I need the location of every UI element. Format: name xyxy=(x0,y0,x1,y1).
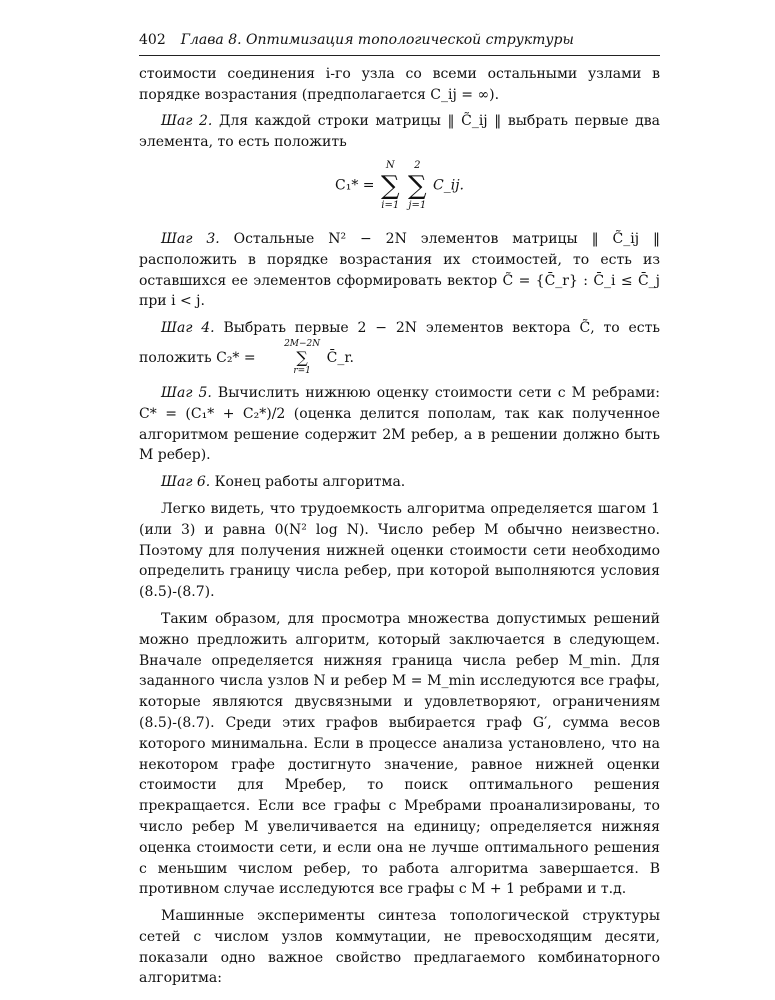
step-4 xyxy=(139,318,660,377)
paragraph-continuation: стоимости соединения i-го узла со всеми остальными узлами в порядке возрастания (предполагается C_ij = ∞). xyxy=(139,65,660,103)
step-4-text-b: C̄_r. xyxy=(326,349,354,366)
step-6 xyxy=(139,472,660,493)
step-4-sum xyxy=(262,339,320,377)
step-2-text: Для каждой строки матрицы ‖ C̃_ij ‖ выбрать первые два элемента, то есть положить xyxy=(139,113,661,151)
formula-c1-sum-j xyxy=(408,159,427,213)
sigma-icon: ∑ xyxy=(296,347,308,367)
paragraph-algorithm: Таким образом, для просмотра множества допустимых решений можно предложить алгоритм, который заключается в следующем. Вначале определяется нижняя граница числа ребер M_min. Для заданного числа узлов N и ребер M = M_min исследуются все графы, которые являются двусвязными и удовлетворяют, ограничениям (8.5)-(8.7). Среди этих графов выбирается граф G′, сумма весов которого минимальна. Если в процессе анализа установлено, что на некотором графе достигнуто значение, равное нижней оценки стоимости для Mребер, то поиск оптимального решения прекращается. Если все графы с Mребрами проанализированы, то число ребер M увеличивается на единицу; определяется нижняя оценка стоимости сети, и если она не лучше оптимального решения с меньшим числом ребер, то работа алгоритма завершается. В противном случае исследуются все графы с M + 1 ребрами и т.д. xyxy=(139,610,660,898)
step-3-text: Остальные N² − 2N элементов матрицы ‖ C̃_ij ‖ расположить в порядке возрастания их стоимостей, то есть из оставшихся ее элементов сформировать вектор C̃ = {C̄_r} : C̄_i ≤ C̄_j при i < j. xyxy=(139,230,660,310)
step-5-label: Шаг 5. xyxy=(161,384,212,401)
sum-r-upper: 2M−2N xyxy=(284,338,321,349)
step-6-text: Конец работы алгоритма. xyxy=(214,474,406,491)
step-3 xyxy=(139,229,660,312)
formula-c1-lhs: C₁* = xyxy=(335,177,375,194)
page-number: 402 xyxy=(139,32,166,48)
formula-c1 xyxy=(139,159,660,221)
formula-c1-rhs: C_ij. xyxy=(433,177,464,194)
sum-i-upper: N xyxy=(385,159,395,171)
sum-j-upper: 2 xyxy=(414,159,421,171)
step-3-label: Шаг 3. xyxy=(161,230,220,247)
paragraph-experiments: Машинные эксперименты синтеза топологической структуры сетей с числом узлов коммутации, не превосходящим десяти, показали одно важное свойство предлагаемого комбинаторного алгоритма: xyxy=(139,908,660,987)
paragraph-complexity: Легко видеть, что трудоемкость алгоритма определяется шагом 1 (или 3) и равна 0(N² log N). Число ребер M обычно неизвестно. Поэтому для получения нижней оценки стоимости сети необходимо определить границу числа ребер, при которой выполняются условия (8.5)-(8.7). xyxy=(139,500,660,601)
sum-j-lower: j=1 xyxy=(408,199,427,211)
step-4-text-a: Выбрать первые 2 − 2N элементов вектора C̃, то есть положить C₂* = xyxy=(139,320,660,366)
sum-r-lower: r=1 xyxy=(293,365,311,376)
step-5-text: Вычислить нижнюю оценку стоимости сети с M ребрами: C* = (C₁* + C₂*)/2 (оценка делится пополам, так как полученное алгоритмом решение содержит 2M ребер, а в решении должно быть M ребер). xyxy=(139,384,660,464)
chapter-title: Глава 8. Оптимизация топологической структуры xyxy=(180,32,574,48)
step-4-label: Шаг 4. xyxy=(161,320,215,337)
page xyxy=(139,30,660,989)
sigma-icon: ∑ xyxy=(380,170,400,201)
step-2-label: Шаг 2. xyxy=(161,113,213,130)
step-6-label: Шаг 6. xyxy=(161,474,211,491)
sigma-icon: ∑ xyxy=(407,170,427,201)
running-header xyxy=(139,30,660,56)
sum-i-lower: i=1 xyxy=(381,199,400,211)
step-5 xyxy=(139,383,660,466)
step-2 xyxy=(139,111,660,153)
formula-c1-sum-i xyxy=(381,159,400,213)
